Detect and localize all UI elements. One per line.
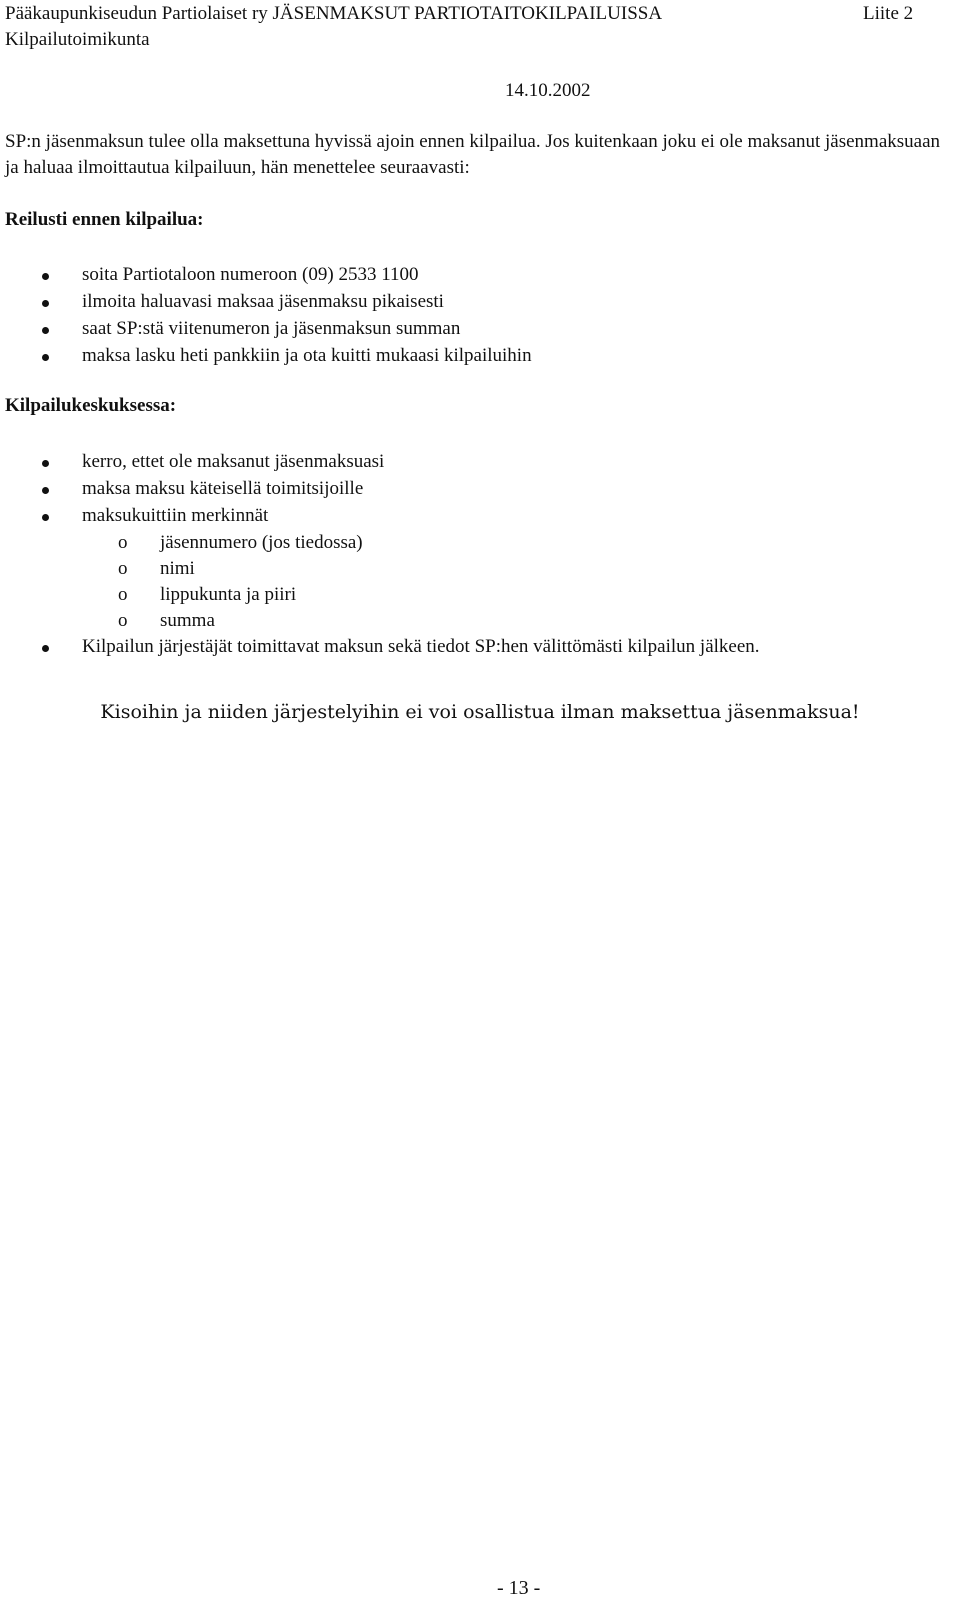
sub-list-item-text: summa <box>160 610 215 631</box>
bullet-icon <box>42 460 49 467</box>
sub-list-item <box>0 608 760 634</box>
list-item-text: maksa lasku heti pankkiin ja ota kuitti mukaasi kilpailuihin <box>82 345 532 366</box>
list-item-text: maksa maksu käteisellä toimitsijoille <box>82 478 364 499</box>
list-item <box>0 289 532 316</box>
list-item-text: kerro, ettet ole maksanut jäsenmaksuasi <box>82 451 385 472</box>
sub-list-item-text: jäsennumero (jos tiedossa) <box>160 532 363 553</box>
list-item-text: ilmoita haluavasi maksaa jäsenmaksu pikaisesti <box>82 291 444 312</box>
bullet-icon <box>42 273 49 280</box>
page-number: - 13 - <box>497 1577 541 1599</box>
list-item <box>0 634 760 661</box>
header-subtitle: Kilpailutoimikunta <box>5 29 150 50</box>
bullet-icon <box>42 327 49 334</box>
list-item <box>0 262 532 289</box>
list-item-text: saat SP:stä viitenumeron ja jäsenmaksun summan <box>82 318 461 339</box>
list-item-text: maksukuittiin merkinnät <box>82 505 269 526</box>
sub-list-item <box>0 582 760 608</box>
competition-center-list <box>0 449 760 661</box>
sub-bullet-marker: o <box>118 558 128 579</box>
sub-bullet-marker: o <box>118 584 128 605</box>
before-competition-list <box>0 262 532 370</box>
section-heading-before-competition: Reilusti ennen kilpailua: <box>5 209 204 230</box>
sub-list-item <box>0 530 760 556</box>
appendix-label: Liite 2 <box>863 3 914 24</box>
bullet-icon <box>42 487 49 494</box>
sub-list-item <box>0 556 760 582</box>
list-item <box>0 503 760 530</box>
sub-list-item-text: lippukunta ja piiri <box>160 584 297 605</box>
header-title: Pääkaupunkiseudun Partiolaiset ry JÄSENMAKSUT PARTIOTAITOKILPAILUISSA <box>5 3 663 24</box>
list-item <box>0 343 532 370</box>
list-item <box>0 449 760 476</box>
intro-paragraph: SP:n jäsenmaksun tulee olla maksettuna hyvissä ajoin ennen kilpailua. Jos kuitenkaan joku ei ole maksanut jäsenmaksuaan ja haluaa ilmoittautua kilpailuun, hän menettelee seuraavasti: <box>5 131 941 178</box>
bullet-icon <box>42 354 49 361</box>
sub-list-item-text: nimi <box>160 558 195 579</box>
list-item-text: soita Partiotaloon numeroon (09) 2533 1100 <box>82 264 419 285</box>
bullet-icon <box>42 300 49 307</box>
emphasis-note: Kisoihin ja niiden järjestelyihin ei voi osallistua ilman maksettua jäsenmaksua! <box>100 701 860 723</box>
bullet-icon <box>42 514 49 521</box>
document-date: 14.10.2002 <box>505 80 591 101</box>
list-item <box>0 476 760 503</box>
bullet-icon <box>42 645 49 652</box>
section-heading-competition-center: Kilpailukeskuksessa: <box>5 395 177 416</box>
list-item-text: Kilpailun järjestäjät toimittavat maksun sekä tiedot SP:hen välittömästi kilpailun jälkeen. <box>82 636 760 657</box>
sub-bullet-marker: o <box>118 610 128 631</box>
sub-bullet-marker: o <box>118 532 128 553</box>
list-item <box>0 316 532 343</box>
